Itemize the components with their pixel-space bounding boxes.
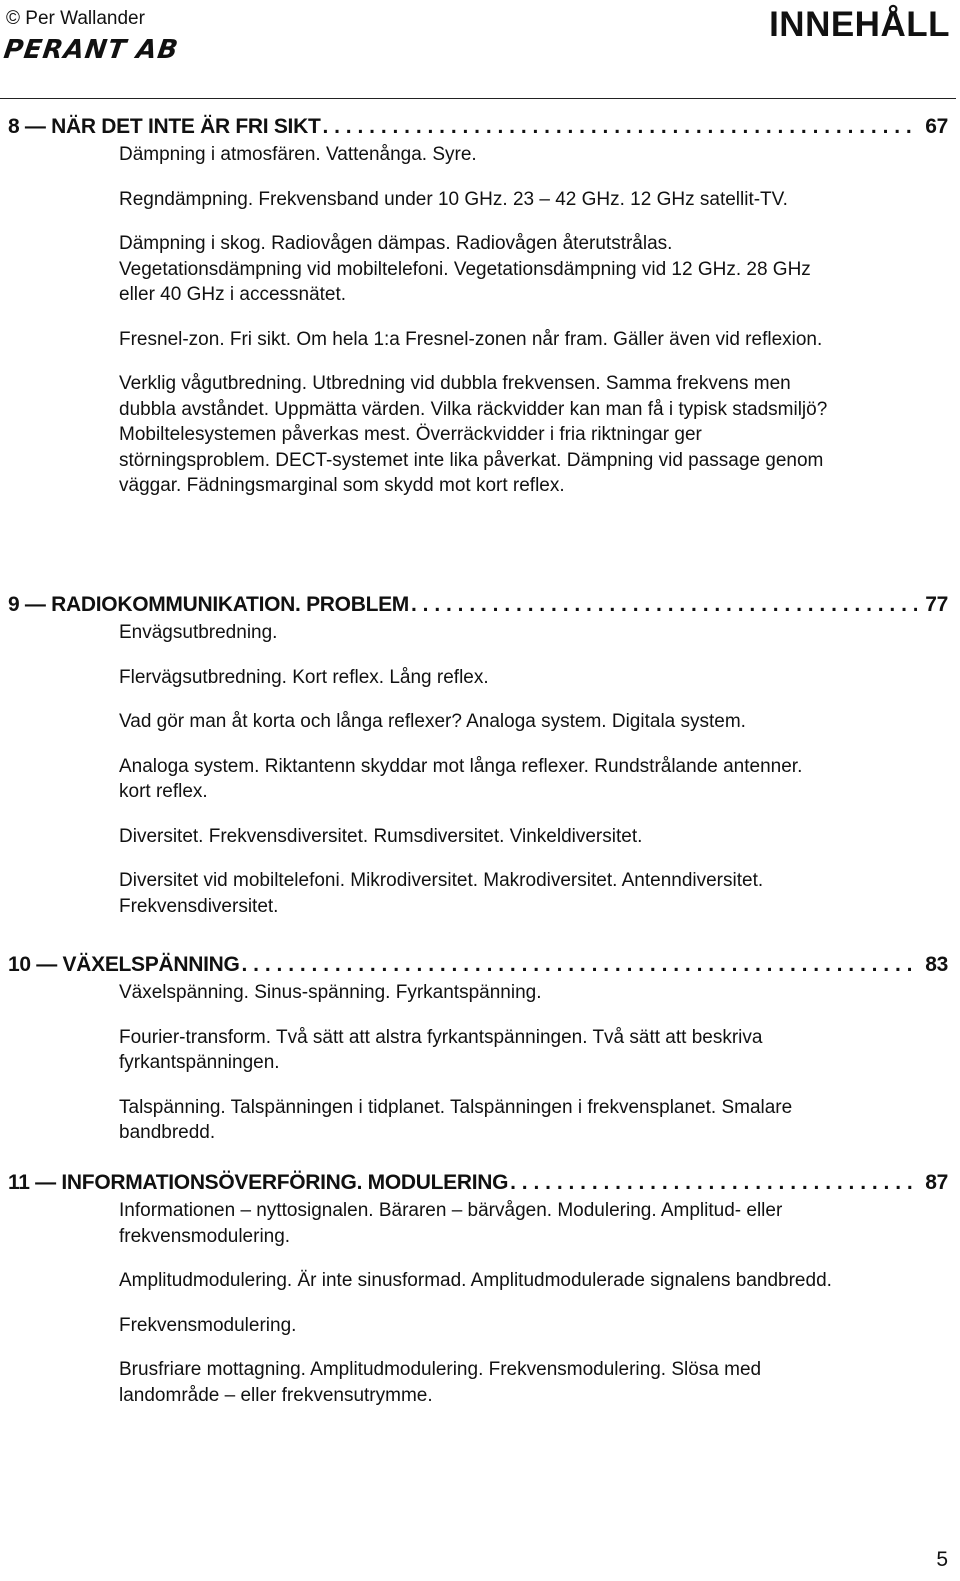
- toc-chapter-11: [8, 1170, 948, 1427]
- subtopic-paragraph: Vad gör man åt korta och långa reflexer? Analoga system. Digitala system.: [119, 711, 746, 732]
- chapter-title: VÄXELSPÄNNING: [62, 953, 240, 976]
- toc-entry-heading[interactable]: [8, 592, 948, 618]
- chapter-number: 10: [8, 953, 31, 976]
- subtopic-paragraph: Brusfriare mottagning. Amplitudmodulering. Frekvensmodulering. Slösa med landområde – eller frekvensutrymme.: [119, 1359, 762, 1406]
- dot-leader: [411, 592, 917, 618]
- toc-chapter-9: [8, 592, 948, 938]
- subtopic-paragraph: Talspänning. Talspänningen i tidplanet. Talspänningen i frekvensplanet. Smalare bandbredd.: [119, 1096, 793, 1143]
- page-title: INNEHÅLL: [769, 5, 950, 44]
- chapter-dash: —: [19, 115, 52, 138]
- subtopic-paragraph: Verklig vågutbredning. Utbredning vid dubbla frekvensen. Samma frekvens men dubbla avståndet. Uppmätta värden. Vilka räckvidder kan man få i typisk stadsmiljö? Mobiltelesystemen påverkas mest. Överräckvidder i fria riktningar ger störningsproblem. DECT-systemet inte lika påverkat. Dämpning vid passage genom väggar. Fädningsmarginal som skydd mot kort reflex.: [119, 373, 828, 496]
- toc-chapter-8: [8, 114, 948, 518]
- chapter-title: NÄR DET INTE ÄR FRI SIKT: [51, 115, 321, 138]
- chapter-title: INFORMATIONSÖVERFÖRING. MODULERING: [61, 1171, 509, 1194]
- subtopic-paragraph: Flervägsutbredning. Kort reflex. Lång reflex.: [119, 666, 489, 688]
- toc-entry-heading[interactable]: [8, 952, 948, 978]
- chapter-page-number: 67: [925, 115, 948, 138]
- subtopic-paragraph: Dämpning i skog. Radiovågen dämpas. Radiovågen återutstrålas. Vegetationsdämpning vid mobiltelefoni. Vegetationsdämpning vid 12 GHz. 28 GHz eller 40 GHz i accessnätet.: [119, 233, 811, 305]
- subtopic-paragraph: Fresnel-zon. Fri sikt. Om hela 1:a Fresnel-zonen når fram. Gäller även vid reflexion.: [119, 328, 823, 350]
- chapter-page-number: 87: [925, 1171, 948, 1194]
- company-logo: PERANT AB: [1, 35, 181, 65]
- subtopic-paragraph: Regndämpning. Frekvensband under 10 GHz. 23 – 42 GHz. 12 GHz satellit-TV.: [119, 188, 788, 210]
- dot-leader: [322, 114, 917, 140]
- subtopic-paragraph: Frekvensmodulering.: [119, 1314, 297, 1336]
- toc-chapter-10: [8, 952, 948, 1165]
- chapter-dash: —: [30, 953, 63, 976]
- chapter-number: 11: [8, 1171, 30, 1194]
- dot-leader: [242, 952, 918, 978]
- header-divider: [0, 98, 956, 99]
- chapter-number: 8: [8, 115, 20, 138]
- chapter-dash: —: [29, 1171, 62, 1194]
- subtopic-paragraph: Diversitet vid mobiltelefoni. Mikrodiversitet. Makrodiversitet. Antenndiversitet. Frekvensdiversitet.: [119, 870, 764, 917]
- chapter-title: RADIOKOMMUNIKATION. PROBLEM: [51, 593, 409, 616]
- chapter-subtopics: [119, 1198, 839, 1408]
- subtopic-paragraph: Dämpning i atmosfären. Vattenånga. Syre.: [119, 144, 477, 165]
- subtopic-paragraph: Amplitudmodulering. Är inte sinusformad. Amplitudmodulerade signalens bandbredd.: [119, 1270, 832, 1291]
- chapter-number: 9: [8, 593, 20, 616]
- subtopic-paragraph: Informationen – nyttosignalen. Bäraren – bärvågen. Modulering. Amplitud- eller frekvensmodulering.: [119, 1200, 783, 1247]
- subtopic-paragraph: Envägsutbredning.: [119, 622, 278, 643]
- toc-entry-heading[interactable]: [8, 1170, 948, 1196]
- copyright-text: © Per Wallander: [6, 8, 145, 29]
- subtopic-paragraph: Växelspänning. Sinus-spänning. Fyrkantspänning.: [119, 982, 542, 1003]
- chapter-dash: —: [19, 593, 52, 616]
- page-number: 5: [936, 1548, 948, 1571]
- chapter-page-number: 83: [925, 953, 948, 976]
- chapter-page-number: 77: [925, 593, 948, 616]
- subtopic-paragraph: Fourier-transform. Två sätt att alstra fyrkantspänningen. Två sätt att beskriva fyrkantspänningen.: [119, 1026, 763, 1073]
- chapter-subtopics: [119, 980, 839, 1146]
- dot-leader: [510, 1170, 917, 1196]
- toc-entry-heading[interactable]: [8, 114, 948, 140]
- chapter-subtopics: [119, 142, 839, 499]
- chapter-subtopics: [119, 620, 839, 919]
- subtopic-paragraph: Analoga system. Riktantenn skyddar mot långa reflexer. Rundstrålande antenner. kort reflex.: [119, 755, 803, 802]
- subtopic-paragraph: Diversitet. Frekvensdiversitet. Rumsdiversitet. Vinkeldiversitet.: [119, 825, 643, 847]
